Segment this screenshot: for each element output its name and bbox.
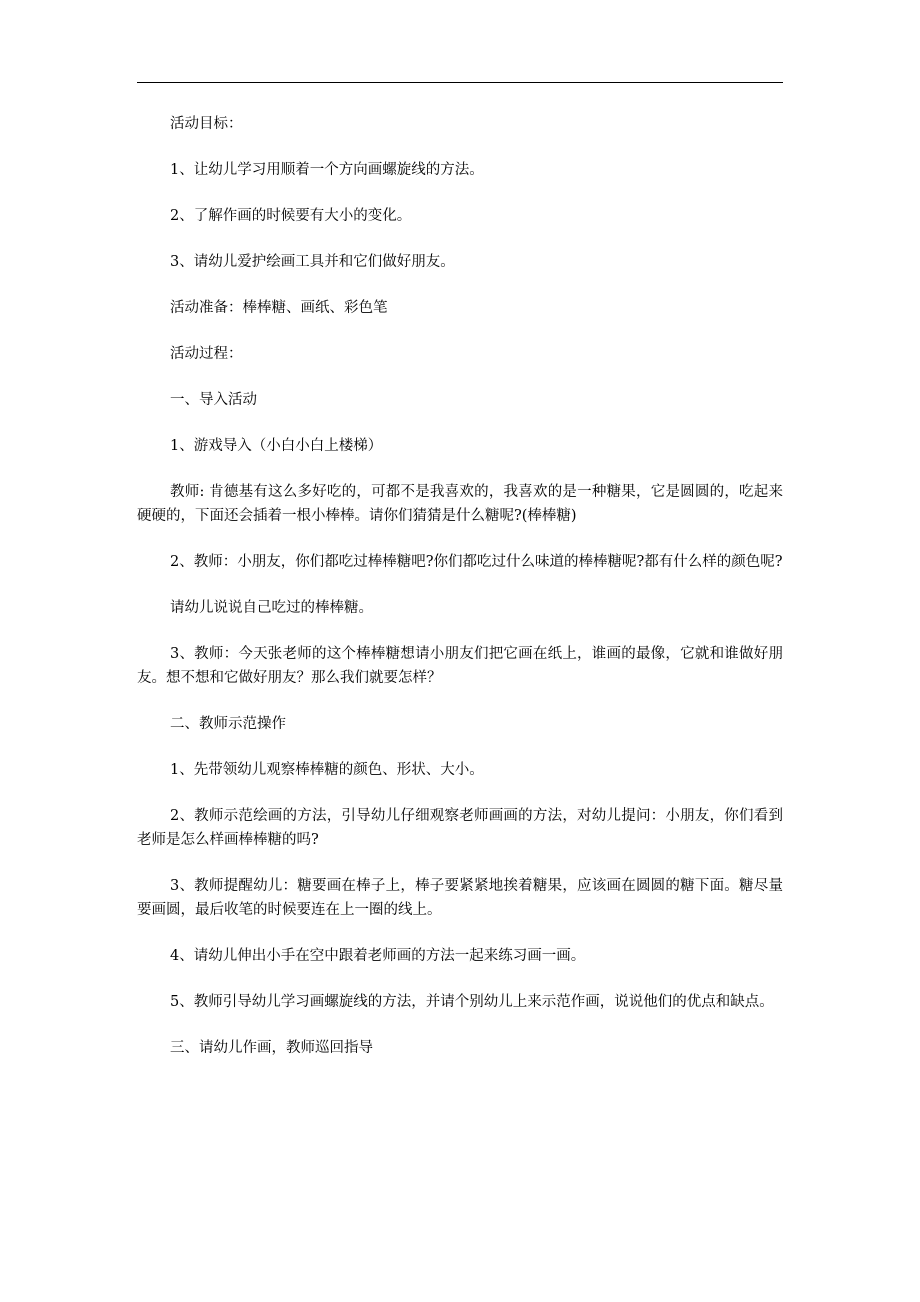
step-2-item-3: 3、教师提醒幼儿：糖要画在棒子上，棒子要紧紧地挨着糖果，应该画在圆圆的糖下面。糖尽量要画圆，最后收笔的时候要连在上一圈的线上。 [137, 878, 783, 918]
header-rule [137, 82, 783, 83]
step-1-item-3: 3、教师：今天张老师的这个棒棒糖想请小朋友们把它画在纸上，谁画的最像，它就和谁做好朋友。想不想和它做好朋友？那么我们就要怎样？ [137, 646, 783, 686]
goal-item-3: 3、请幼儿爱护绘画工具并和它们做好朋友。 [170, 254, 455, 270]
step-2-item-4: 4、请幼儿伸出小手在空中跟着老师画的方法一起来练习画一画。 [170, 948, 586, 964]
step-2-item-1: 1、先带领幼儿观察棒棒糖的颜色、形状、大小。 [170, 762, 484, 778]
section-heading-goals: 活动目标： [170, 116, 243, 132]
step-heading-1: 一、导入活动 [170, 392, 257, 408]
step-heading-3: 三、请幼儿作画，教师巡回指导 [170, 1040, 373, 1056]
step-heading-2: 二、教师示范操作 [170, 716, 286, 732]
step-2-item-2: 2、教师示范绘画的方法，引导幼儿仔细观察老师画画的方法，对幼儿提问：小朋友，你们看到老师是怎么样画棒棒糖的吗? [137, 808, 783, 848]
step-1-item-2: 2、教师：小朋友，你们都吃过棒棒糖吧?你们都吃过什么味道的棒棒糖呢?都有什么样的颜色呢? [170, 554, 783, 570]
section-heading-process: 活动过程： [170, 346, 243, 362]
goal-item-1: 1、让幼儿学习用顺着一个方向画螺旋线的方法。 [170, 162, 484, 178]
preparation-line: 活动准备：棒棒糖、画纸、彩色笔 [170, 300, 388, 316]
document-body [137, 112, 783, 1082]
step-2-item-5: 5、教师引导幼儿学习画螺旋线的方法，并请个别幼儿上来示范作画，说说他们的优点和缺点。 [170, 994, 774, 1010]
teacher-dialogue-1: 教师: 肯德基有这么多好吃的，可都不是我喜欢的，我喜欢的是一种糖果，它是圆圆的，吃起来硬硬的，下面还会插着一根小棒棒。请你们猜猜是什么糖呢?(棒棒糖) [137, 484, 783, 524]
step-1-item-1: 1、游戏导入（小白小白上楼梯） [170, 438, 383, 454]
child-activity-line: 请幼儿说说自己吃过的棒棒糖。 [170, 600, 373, 616]
goal-item-2: 2、了解作画的时候要有大小的变化。 [170, 208, 412, 224]
